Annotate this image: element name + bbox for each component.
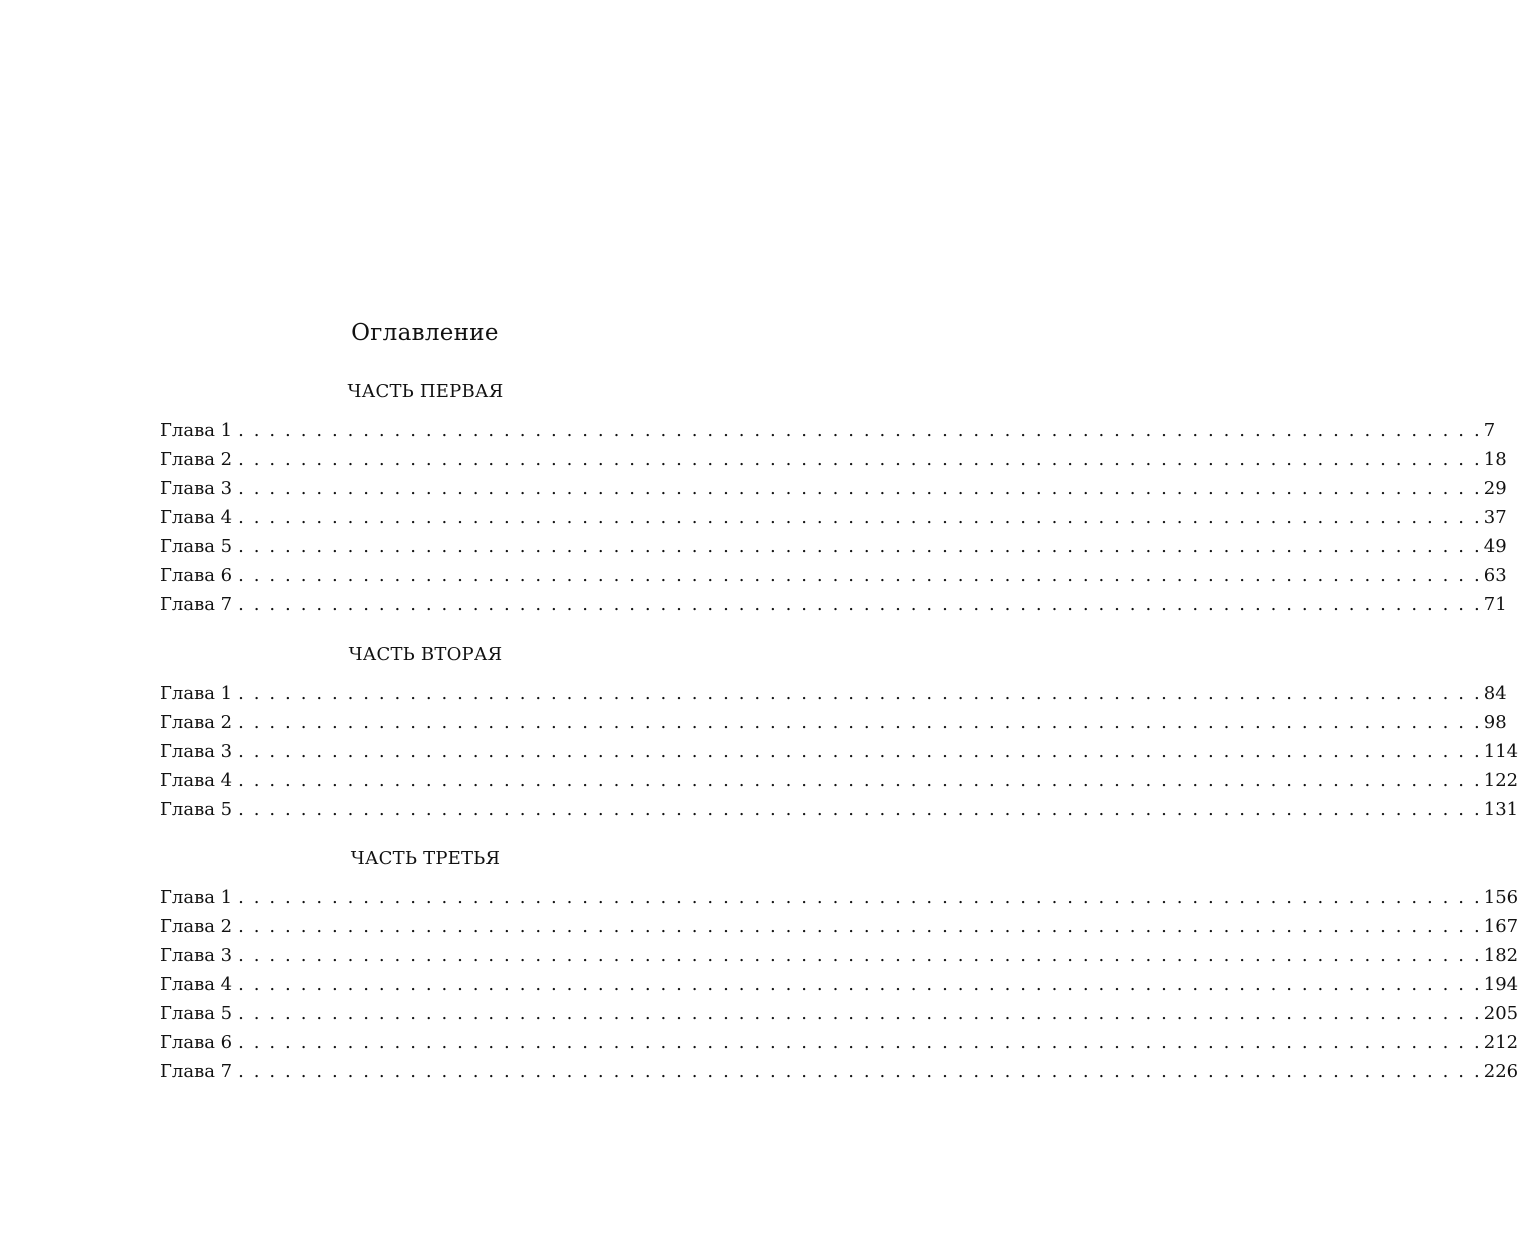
chapter-label: Глава 7 bbox=[160, 1061, 233, 1082]
chapter-label: Глава 1 bbox=[160, 683, 233, 704]
page-number: 194 bbox=[1483, 974, 1518, 995]
entry-list bbox=[160, 416, 1507, 619]
toc-entry[interactable] bbox=[160, 766, 1518, 795]
dot-leader: . . . . . . . . . . . . . . . . . . . . . . . . . . . . . . . . . . . . . . . . . . . . . . . . . . . . . . . . . . . . . . . . . . . . . . . . . . . . . . . . bbox=[238, 945, 1482, 966]
page-number: 182 bbox=[1483, 945, 1518, 966]
toc-entry[interactable] bbox=[160, 679, 1507, 708]
page-number: 167 bbox=[1483, 916, 1518, 937]
toc-entry[interactable] bbox=[160, 474, 1507, 503]
dot-leader: . . . . . . . . . . . . . . . . . . . . . . . . . . . . . . . . . . . . . . . . . . . . . . . . . . . . . . . . . . . . . . . . . . . . . . . . . . . . . . . . bbox=[238, 507, 1482, 528]
entry-list bbox=[160, 883, 1518, 1086]
chapter-label: Глава 2 bbox=[160, 712, 233, 733]
page-number: 131 bbox=[1483, 799, 1518, 820]
dot-leader: . . . . . . . . . . . . . . . . . . . . . . . . . . . . . . . . . . . . . . . . . . . . . . . . . . . . . . . . . . . . . . . . . . . . . . . . . . . . . . . . bbox=[238, 799, 1482, 820]
dot-leader: . . . . . . . . . . . . . . . . . . . . . . . . . . . . . . . . . . . . . . . . . . . . . . . . . . . . . . . . . . . . . . . . . . . . . . . . . . . . . . . . bbox=[238, 536, 1482, 557]
toc-entry[interactable] bbox=[160, 532, 1507, 561]
toc-entry[interactable] bbox=[160, 883, 1518, 912]
dot-leader: . . . . . . . . . . . . . . . . . . . . . . . . . . . . . . . . . . . . . . . . . . . . . . . . . . . . . . . . . . . . . . . . . . . . . . . . . . . . . . . . bbox=[238, 741, 1482, 762]
page-number: 18 bbox=[1483, 449, 1507, 470]
chapter-label: Глава 5 bbox=[160, 536, 233, 557]
page-number: 7 bbox=[1483, 420, 1496, 441]
toc-entry[interactable] bbox=[160, 708, 1507, 737]
page-number: 49 bbox=[1483, 536, 1507, 557]
dot-leader: . . . . . . . . . . . . . . . . . . . . . . . . . . . . . . . . . . . . . . . . . . . . . . . . . . . . . . . . . . . . . . . . . . . . . . . . . . . . . . . . bbox=[238, 887, 1482, 908]
page-number: 205 bbox=[1483, 1003, 1518, 1024]
toc-entry[interactable] bbox=[160, 1028, 1518, 1057]
page-number: 98 bbox=[1483, 712, 1507, 733]
toc-entry[interactable] bbox=[160, 561, 1507, 590]
toc-entry[interactable] bbox=[160, 912, 1518, 941]
page-number: 37 bbox=[1483, 507, 1507, 528]
chapter-label: Глава 1 bbox=[160, 887, 233, 908]
toc-entry[interactable] bbox=[160, 590, 1507, 619]
dot-leader: . . . . . . . . . . . . . . . . . . . . . . . . . . . . . . . . . . . . . . . . . . . . . . . . . . . . . . . . . . . . . . . . . . . . . . . . . . . . . . . . bbox=[238, 449, 1482, 470]
dot-leader: . . . . . . . . . . . . . . . . . . . . . . . . . . . . . . . . . . . . . . . . . . . . . . . . . . . . . . . . . . . . . . . . . . . . . . . . . . . . . . . . bbox=[238, 420, 1482, 441]
chapter-label: Глава 4 bbox=[160, 974, 233, 995]
toc-entry[interactable] bbox=[160, 737, 1518, 766]
chapter-label: Глава 3 bbox=[160, 741, 233, 762]
chapter-label: Глава 2 bbox=[160, 449, 233, 470]
dot-leader: . . . . . . . . . . . . . . . . . . . . . . . . . . . . . . . . . . . . . . . . . . . . . . . . . . . . . . . . . . . . . . . . . . . . . . . . . . . . . . . . bbox=[238, 712, 1482, 733]
page-number: 156 bbox=[1483, 887, 1518, 908]
chapter-label: Глава 1 bbox=[160, 420, 233, 441]
toc-part-3 bbox=[160, 847, 1518, 1086]
page-number: 122 bbox=[1483, 770, 1518, 791]
dot-leader: . . . . . . . . . . . . . . . . . . . . . . . . . . . . . . . . . . . . . . . . . . . . . . . . . . . . . . . . . . . . . . . . . . . . . . . . . . . . . . . . bbox=[238, 916, 1482, 937]
chapter-label: Глава 4 bbox=[160, 507, 233, 528]
dot-leader: . . . . . . . . . . . . . . . . . . . . . . . . . . . . . . . . . . . . . . . . . . . . . . . . . . . . . . . . . . . . . . . . . . . . . . . . . . . . . . . . bbox=[238, 770, 1482, 791]
toc-entry[interactable] bbox=[160, 795, 1518, 824]
dot-leader: . . . . . . . . . . . . . . . . . . . . . . . . . . . . . . . . . . . . . . . . . . . . . . . . . . . . . . . . . . . . . . . . . . . . . . . . . . . . . . . . bbox=[238, 565, 1482, 586]
entry-list bbox=[160, 679, 1518, 824]
toc-entry[interactable] bbox=[160, 1057, 1518, 1086]
toc-entry[interactable] bbox=[160, 445, 1507, 474]
page-number: 84 bbox=[1483, 683, 1507, 704]
page-number: 226 bbox=[1483, 1061, 1518, 1082]
dot-leader: . . . . . . . . . . . . . . . . . . . . . . . . . . . . . . . . . . . . . . . . . . . . . . . . . . . . . . . . . . . . . . . . . . . . . . . . . . . . . . . . bbox=[238, 974, 1482, 995]
dot-leader: . . . . . . . . . . . . . . . . . . . . . . . . . . . . . . . . . . . . . . . . . . . . . . . . . . . . . . . . . . . . . . . . . . . . . . . . . . . . . . . . bbox=[238, 1032, 1482, 1053]
chapter-label: Глава 6 bbox=[160, 1032, 233, 1053]
chapter-label: Глава 5 bbox=[160, 1003, 233, 1024]
chapter-label: Глава 3 bbox=[160, 478, 233, 499]
part-heading: ЧАСТЬ ПЕРВАЯ bbox=[347, 381, 504, 402]
dot-leader: . . . . . . . . . . . . . . . . . . . . . . . . . . . . . . . . . . . . . . . . . . . . . . . . . . . . . . . . . . . . . . . . . . . . . . . . . . . . . . . . bbox=[238, 478, 1482, 499]
chapter-label: Глава 7 bbox=[160, 594, 233, 615]
page-number: 29 bbox=[1483, 478, 1507, 499]
page-number: 71 bbox=[1483, 594, 1507, 615]
dot-leader: . . . . . . . . . . . . . . . . . . . . . . . . . . . . . . . . . . . . . . . . . . . . . . . . . . . . . . . . . . . . . . . . . . . . . . . . . . . . . . . . bbox=[238, 1003, 1482, 1024]
chapter-label: Глава 6 bbox=[160, 565, 233, 586]
chapter-label: Глава 3 bbox=[160, 945, 233, 966]
toc-entry[interactable] bbox=[160, 941, 1518, 970]
toc-part-1 bbox=[160, 380, 1507, 619]
chapter-label: Глава 5 bbox=[160, 799, 233, 820]
dot-leader: . . . . . . . . . . . . . . . . . . . . . . . . . . . . . . . . . . . . . . . . . . . . . . . . . . . . . . . . . . . . . . . . . . . . . . . . . . . . . . . . bbox=[238, 683, 1482, 704]
toc-entry[interactable] bbox=[160, 999, 1518, 1028]
page-number: 114 bbox=[1483, 741, 1518, 762]
page-title: Оглавление bbox=[351, 320, 499, 346]
chapter-label: Глава 2 bbox=[160, 916, 233, 937]
part-heading: ЧАСТЬ ВТОРАЯ bbox=[348, 644, 503, 665]
dot-leader: . . . . . . . . . . . . . . . . . . . . . . . . . . . . . . . . . . . . . . . . . . . . . . . . . . . . . . . . . . . . . . . . . . . . . . . . . . . . . . . . bbox=[238, 1061, 1482, 1082]
part-heading: ЧАСТЬ ТРЕТЬЯ bbox=[350, 848, 501, 869]
page-number: 212 bbox=[1483, 1032, 1518, 1053]
toc-part-2 bbox=[160, 643, 1518, 824]
toc-entry[interactable] bbox=[160, 970, 1518, 999]
dot-leader: . . . . . . . . . . . . . . . . . . . . . . . . . . . . . . . . . . . . . . . . . . . . . . . . . . . . . . . . . . . . . . . . . . . . . . . . . . . . . . . . bbox=[238, 594, 1482, 615]
page-number: 63 bbox=[1483, 565, 1507, 586]
toc-entry[interactable] bbox=[160, 416, 1496, 445]
toc-entry[interactable] bbox=[160, 503, 1507, 532]
chapter-label: Глава 4 bbox=[160, 770, 233, 791]
